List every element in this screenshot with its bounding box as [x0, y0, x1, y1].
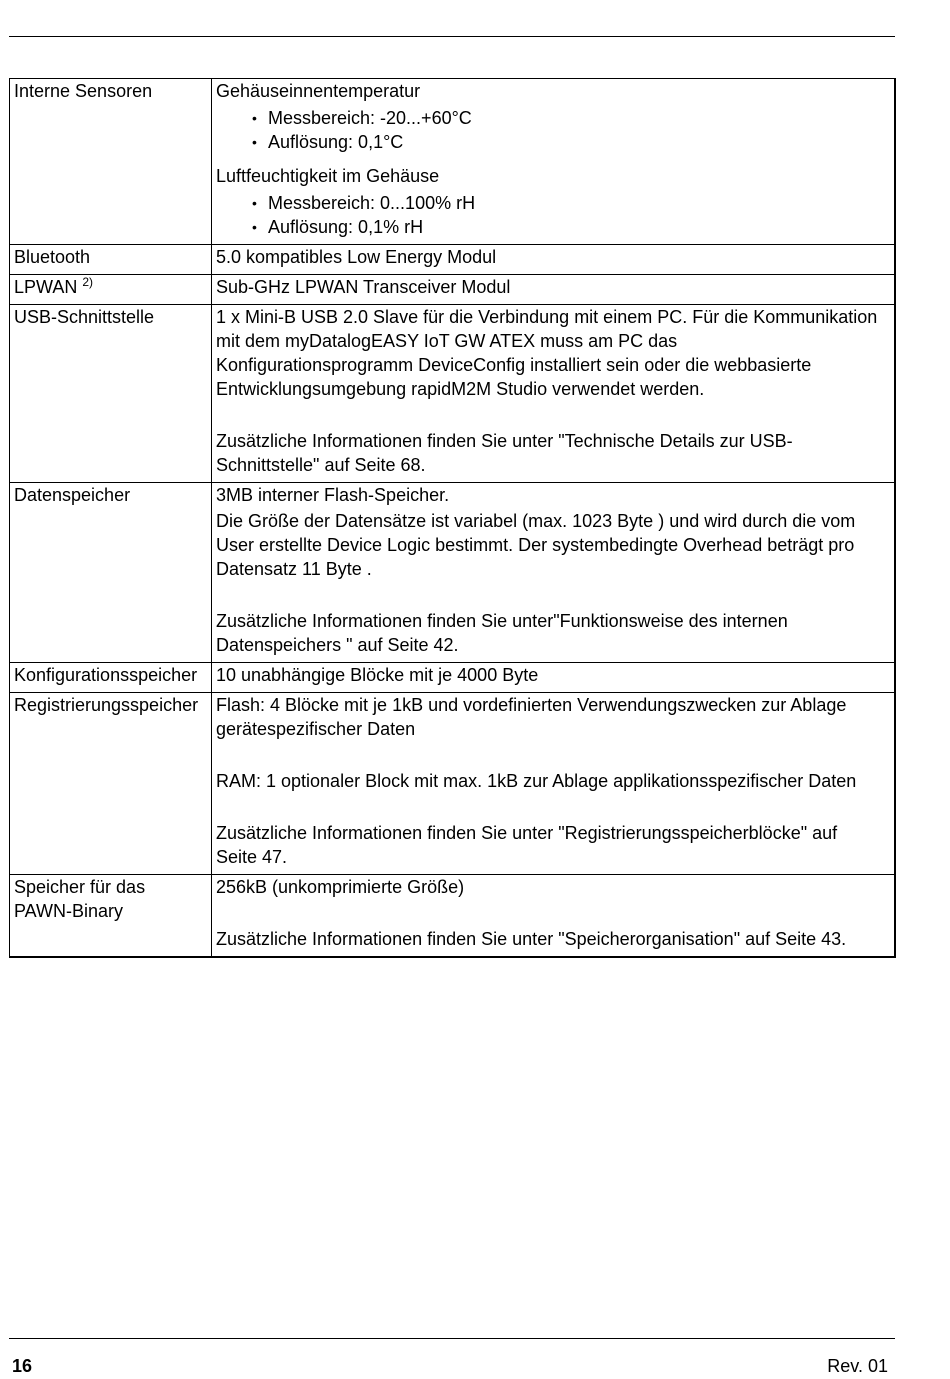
page-number: 16	[12, 1356, 33, 1376]
text-line: User erstellte Device Logic bestimmt. Der systembedingte Overhead beträgt pro	[216, 535, 855, 555]
usb-description	[216, 305, 890, 401]
table-row-usb	[10, 305, 896, 483]
text-line: Konfigurationsprogramm DeviceConfig installiert sein oder die webbasierte	[216, 355, 812, 375]
revision-label: Rev. 01	[827, 1356, 888, 1376]
row-label: Konfigurationsspeicher	[10, 663, 212, 693]
text-line: Seite 47.	[216, 847, 288, 867]
flash-blocks	[216, 693, 890, 741]
row-value	[212, 305, 896, 483]
pawn-info: Zusätzliche Informationen finden Sie unter "Speicherorganisation" auf Seite 43.	[216, 929, 847, 949]
text-line: Speicher für das	[14, 877, 146, 897]
specifications-table	[9, 78, 896, 958]
humidity-title: Luftfeuchtigkeit im Gehäuse	[216, 166, 440, 186]
footer-rule	[9, 1338, 895, 1339]
header-rule	[9, 36, 895, 37]
table-row-registry-memory	[10, 693, 896, 875]
row-value	[212, 693, 896, 875]
registry-info	[216, 821, 890, 869]
table-row-lpwan	[10, 275, 896, 305]
text-line: Datenspeichers " auf Seite 42.	[216, 635, 459, 655]
row-value: 10 unabhängige Blöcke mit je 4000 Byte	[212, 663, 896, 693]
text-line: Datensatz 11 Byte .	[216, 559, 372, 579]
list-item: • Auflösung: 0,1% rH	[268, 215, 890, 239]
data-record-description	[216, 509, 890, 581]
text-line: Die Größe der Datensätze ist variabel (max. 1023 Byte ) und wird durch die vom	[216, 511, 856, 531]
list-item: • Messbereich: -20...+60°C	[268, 106, 890, 130]
table-row-config-memory	[10, 663, 896, 693]
table-row-data-memory	[10, 483, 896, 663]
lpwan-label: LPWAN	[14, 277, 78, 297]
temperature-title: Gehäuseinnentemperatur	[216, 81, 421, 101]
footnote-marker: 2)	[82, 275, 94, 289]
text-line: Schnittstelle" auf Seite 68.	[216, 455, 426, 475]
row-label	[10, 875, 212, 958]
row-value: 5.0 kompatibles Low Energy Modul	[212, 245, 896, 275]
list-item: • Messbereich: 0...100% rH	[268, 191, 890, 215]
usb-info	[216, 429, 890, 477]
row-label: USB-Schnittstelle	[10, 305, 212, 483]
row-label: Interne Sensoren	[10, 79, 212, 245]
text-line: PAWN-Binary	[14, 901, 124, 921]
row-value	[212, 79, 896, 245]
table-row-pawn-binary	[10, 875, 896, 958]
list-item: • Auflösung: 0,1°C	[268, 130, 890, 154]
text-line: mit dem myDatalogEASY IoT GW ATEX muss am PC das	[216, 331, 678, 351]
text-line: Zusätzliche Informationen finden Sie unter "Technische Details zur USB-	[216, 431, 793, 451]
text-line: 1 x Mini-B USB 2.0 Slave für die Verbindung mit einem PC. Für die Kommunikation	[216, 307, 878, 327]
row-label: Bluetooth	[10, 245, 212, 275]
text-line: Zusätzliche Informationen finden Sie unter"Funktionsweise des internen	[216, 611, 788, 631]
row-label: Registrierungsspeicher	[10, 693, 212, 875]
flash-capacity: 3MB interner Flash-Speicher.	[216, 485, 450, 505]
text-line: Zusätzliche Informationen finden Sie unter "Registrierungsspeicherblöcke" auf	[216, 823, 838, 843]
row-value: Sub-GHz LPWAN Transceiver Modul	[212, 275, 896, 305]
table-row-bluetooth	[10, 245, 896, 275]
row-label: Datenspeicher	[10, 483, 212, 663]
text-line: gerätespezifischer Daten	[216, 719, 416, 739]
row-value	[212, 483, 896, 663]
row-value	[212, 875, 896, 958]
row-label	[10, 275, 212, 305]
table-row-internal-sensors	[10, 79, 896, 245]
temperature-list	[216, 106, 890, 154]
text-line: Flash: 4 Blöcke mit je 1kB und vordefinierten Verwendungszwecken zur Ablage	[216, 695, 847, 715]
data-memory-info	[216, 609, 890, 657]
ram-block: RAM: 1 optionaler Block mit max. 1kB zur Ablage applikationsspezifischer Daten	[216, 771, 857, 791]
humidity-list	[216, 191, 890, 239]
binary-size: 256kB (unkomprimierte Größe)	[216, 877, 465, 897]
text-line: Entwicklungsumgebung rapidM2M Studio verwendet werden.	[216, 379, 705, 399]
